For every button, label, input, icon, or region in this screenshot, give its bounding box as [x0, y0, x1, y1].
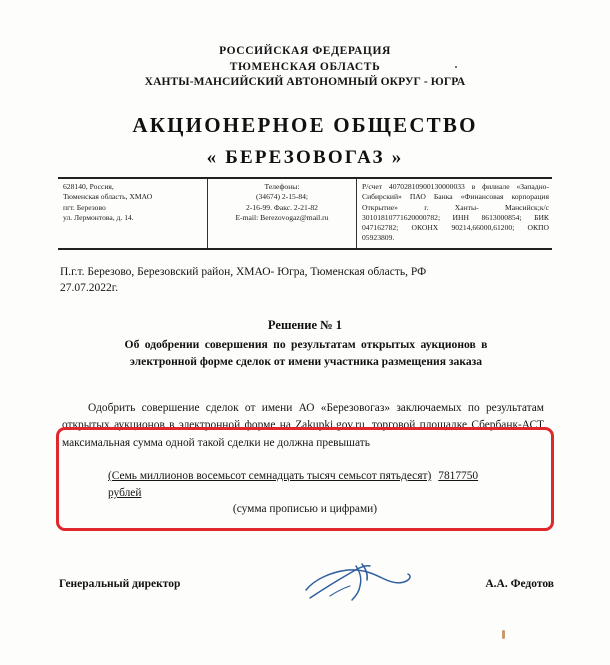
address-line-3: пгт. Березово	[63, 202, 106, 212]
body-text-before-link: Одобрить совершение сделок от имени АО «Березовогаз» заключаемых по результатам открытых аукционов в электронной форме на	[62, 402, 544, 432]
amount-in-words: (Семь миллионов восемьсот семнадцать тысяч семьсот пятьдесят)	[108, 470, 432, 482]
date-line: 27.07.2022г.	[60, 282, 119, 294]
organization-type: АКЦИОНЕРНОЕ ОБЩЕСТВО	[132, 113, 478, 137]
bank-details-cell: Р/счет 40702810900130000033 в филиале «Западно-Сибирский» ПАО Банка «Финансовая корпорация Открытие» г. Ханты- Мансийск;к/с 30101810771620000782; ИНН 8613000854; БИК 047162782; ОКОНХ 90214,66000,61200; ОКПО 05923809.	[362, 182, 549, 243]
body-paragraph	[62, 400, 544, 452]
scan-artifact-mark	[502, 630, 505, 639]
signatory-position: Генеральный директор	[59, 578, 181, 590]
state-header	[0, 44, 610, 91]
signatory-name: А.А. Федотов	[485, 578, 554, 590]
page-title: Решение № 1	[267, 318, 343, 332]
address-line-4: ул. Лермонтова, д. 14.	[63, 212, 134, 222]
contacts-label: Телефоны:	[264, 182, 300, 191]
table-row	[58, 178, 552, 249]
amount-in-digits: 7817750	[438, 470, 479, 482]
state-header-line-1: РОССИЙСКАЯ ФЕДЕРАЦИЯ	[219, 45, 391, 57]
state-header-line-2: ТЮМЕНСКАЯ ОБЛАСТЬ	[229, 60, 381, 73]
organization-name: « БЕРЕЗОВОГАЗ »	[206, 147, 404, 168]
address-line-2: Тюменская область, ХМАО	[63, 192, 153, 202]
amount-line	[108, 468, 548, 503]
handwritten-signature-icon	[300, 560, 420, 608]
contacts-phone-1: (34674) 2-15-84;	[255, 192, 309, 202]
contacts-cell	[208, 178, 357, 249]
document-subtitle	[78, 336, 534, 370]
amount-caption: (сумма прописью и цифрами)	[232, 503, 378, 515]
state-header-line-3: ХАНТЫ-МАНСИЙСКИЙ АВТОНОМНЫЙ ОКРУГ - ЮГРА	[144, 76, 466, 88]
body-text-after-link: , торговой площадке Сбербанк-АСТ максимальная сумма одной такой сделки не должна превышать	[62, 419, 544, 449]
contacts-email: E-mail: Berezovogaz@mail.ru	[235, 212, 329, 222]
address-cell	[58, 178, 208, 249]
document-subtitle-line-2: электронной форме сделок от имени участника размещения заказа	[129, 355, 483, 368]
procurement-portal-link[interactable]: Zakupki.gov.ru	[295, 419, 365, 432]
place-line: П.г.т. Березово, Березовский район, ХМАО- Югра, Тюменская область, РФ	[60, 266, 427, 278]
address-line-1: 628140, Россия,	[63, 182, 114, 191]
place-and-date	[60, 264, 426, 296]
requisites-table	[58, 177, 552, 250]
document-subtitle-line-1: Об одобрении совершения по результатам открытых аукционов в	[124, 338, 488, 351]
amount-currency: рублей	[108, 487, 142, 500]
contacts-phone-2: 2-16-99. Факс. 2-21-82	[246, 202, 318, 212]
